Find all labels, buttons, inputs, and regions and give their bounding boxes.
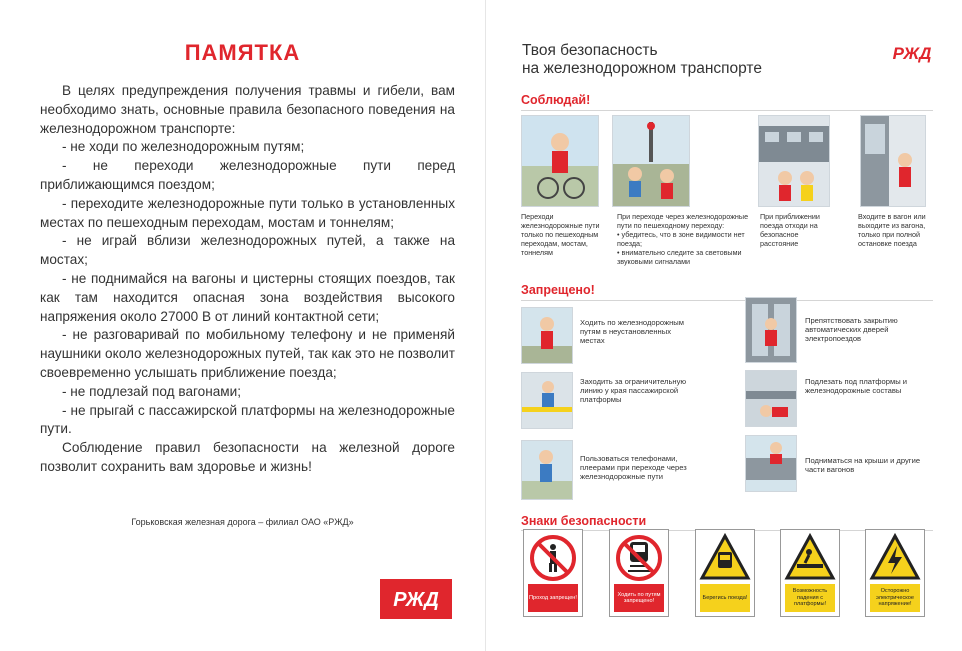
forbidden-caption: Препятствовать закрытию автоматических дверей электропоездов: [805, 316, 898, 343]
observe-caption: При приближении поезда отходи на безопасное расстояние: [760, 212, 820, 248]
train-door-icon: [861, 116, 925, 206]
rzd-logo-icon: [386, 585, 446, 613]
memo-closing: Соблюдение правил безопасности на железной дороге позволит сохранить вам здоровье и жизнь!: [40, 440, 455, 474]
sign-no-walking-tracks: [609, 529, 669, 617]
rzd-logo-small: [888, 40, 936, 66]
train-roof-icon: [746, 436, 796, 491]
phone-crossing-icon: [522, 441, 572, 499]
memo-intro: В целях предупреждения получения травмы и гибели, вам необходимо знать, основные правила безопасного поведения на железнодорожном транспорте:: [40, 83, 455, 136]
memo-rule: - не переходи железнодорожные пути перед приближающимся поездом;: [40, 158, 455, 192]
memo-rule: - не поднимайся на вагоны и цистерны стоящих поездов, так как там находится опасная зона воздействия высокого напряжения около 27000 В от линий контактной сети;: [40, 270, 455, 324]
platform-edge-icon: [522, 373, 572, 428]
sign-plate: Осторожно электрическое напряжение!: [870, 584, 920, 612]
forbidden-title: Запрещено!: [521, 283, 595, 297]
rzd-logo-text: РЖД: [393, 589, 439, 611]
forbidden-caption: Подниматься на крыши и другие части вагонов: [805, 456, 921, 474]
safety-title-line2: на железнодорожном транспорте: [522, 60, 762, 77]
sign-electric-voltage: [865, 529, 925, 617]
child-bicycle-icon: [522, 116, 598, 206]
sign-plate: Ходить по путям запрещено!: [614, 584, 664, 612]
forbidden-picture: [745, 435, 797, 492]
walking-on-tracks-icon: [522, 308, 572, 363]
sign-plate: Возможность падения с платформы!: [785, 584, 835, 612]
memo-footer: Горьковская железная дорога – филиал ОАО «РЖД»: [131, 517, 354, 527]
no-walking-on-tracks-icon: [610, 530, 668, 586]
children-crossing-icon: [613, 116, 689, 206]
forbidden-caption: Заходить за ограничительную линию у края пассажирской платформы: [580, 377, 687, 404]
forbidden-picture: [745, 297, 797, 363]
forbidden-picture: [745, 370, 797, 427]
sign-plate: Берегись поезда!: [700, 584, 750, 612]
train-doors-icon: [746, 298, 796, 362]
forbidden-caption: Подлезать под платформы и железнодорожные составы: [805, 377, 908, 395]
falling-hazard-icon: [781, 530, 839, 586]
observe-caption: [617, 212, 751, 266]
no-pedestrian-icon: [524, 530, 582, 586]
sign-beware-train: [695, 529, 755, 617]
observe-divider: [521, 110, 933, 111]
observe-title: Соблюдай!: [521, 93, 591, 107]
train-warning-icon: [696, 530, 754, 586]
forbidden-caption: Пользоваться телефонами, плеерами при переходе через железнодорожные пути: [580, 454, 687, 481]
forbidden-caption: Ходить по железнодорожным путям в неустановленных местах: [580, 318, 684, 345]
rzd-logo-small-icon: [888, 40, 936, 66]
memo-rule: - переходите железнодорожные пути только в установленных местах по пешеходным переходам, мостам и тоннелям;: [40, 195, 455, 230]
observe-picture-crossing: [521, 115, 599, 207]
sign-falling-platform: [780, 529, 840, 617]
observe-picture-signals: [612, 115, 690, 207]
observe-caption: Входите в вагон или выходите из вагона, только при полной остановке поезда: [858, 212, 926, 248]
observe-bullet-text: внимательно следите за световыми звуковыми сигналами: [617, 248, 742, 266]
observe-caption-bullet: • внимательно следите за световыми звуковыми сигналами: [617, 248, 742, 266]
observe-bullet-text: убедитесь, что в зоне видимости нет поезда;: [617, 230, 745, 248]
memo-rule: - не прыгай с пассажирской платформы на железнодорожные пути.: [40, 402, 455, 437]
memo-rule: - не ходи по железнодорожным путям;: [62, 139, 305, 155]
lightning-icon: [866, 530, 924, 586]
forbidden-picture: [521, 307, 573, 364]
observe-caption-text: При переходе через железнодорожные пути по пешеходному переходу:: [617, 212, 749, 230]
observe-picture-boarding: [860, 115, 926, 207]
observe-caption: Переходи железнодорожные пути только по пешеходным переходам, мостам, тоннелям: [521, 212, 600, 257]
safety-title: [522, 42, 762, 78]
memo-title: ПАМЯТКА: [184, 40, 301, 65]
memo-body: [40, 82, 455, 477]
rzd-logo: [380, 579, 452, 619]
page-fold: [485, 0, 486, 651]
safety-title-line1: Твоя безопасность: [522, 42, 658, 59]
rzd-logo-small-text: РЖД: [892, 44, 932, 63]
under-platform-icon: [746, 371, 796, 426]
sign-plate: Проход запрещен!: [528, 584, 578, 612]
memo-rule: - не играй вблизи железнодорожных путей, а также на мостах;: [40, 233, 455, 268]
signs-title: Знаки безопасности: [521, 514, 647, 528]
forbidden-picture: [521, 440, 573, 500]
sign-no-entry: [523, 529, 583, 617]
memo-rule: - не разговаривай по мобильному телефону и не применяй наушники около железнодорожных путей, так как это не позволит своевременно услышать приближение поезда;: [40, 327, 455, 380]
forbidden-picture: [521, 372, 573, 429]
train-approach-icon: [759, 116, 829, 206]
memo-rule: - не подлезай под вагонами;: [62, 383, 242, 399]
observe-picture-distance: [758, 115, 830, 207]
observe-caption-bullet: • убедитесь, что в зоне видимости нет поезда;: [617, 230, 745, 248]
forbidden-divider: [521, 300, 933, 301]
